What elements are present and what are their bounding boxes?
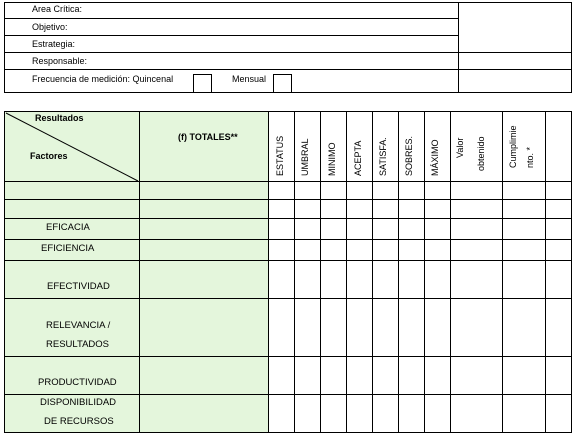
row-relevancia-line1: RELEVANCIA / [46, 320, 111, 331]
area-critica-label: Area Crítica: [32, 4, 83, 14]
col-satisfa: SATISFA. [378, 137, 388, 176]
col-estatus: ESTATUS [275, 135, 285, 176]
col-maximo: MÁXIMO [430, 139, 440, 176]
row-efectividad: EFECTIVIDAD [47, 281, 110, 292]
frecuencia-label: Frecuencia de medición: Quincenal [32, 74, 174, 84]
row-productividad: PRODUCTIVIDAD [38, 377, 117, 388]
estrategia-label: Estrategia: [32, 39, 76, 49]
objetivo-label: Objetivo: [32, 22, 68, 32]
col-valor-line2: obtenido [476, 136, 486, 171]
col-umbral: UMBRAL [300, 138, 310, 176]
col-sobres: SOBRES. [404, 135, 414, 176]
header-factores: Factores [30, 151, 68, 161]
col-minimo: MINIMO [327, 142, 337, 176]
row-eficacia: EFICACIA [46, 222, 90, 233]
row-eficiencia: EFICIENCIA [41, 243, 95, 254]
header-resultados: Resultados [35, 113, 84, 123]
row-disponibilidad-line2: DE RECURSOS [44, 416, 114, 427]
col-acepta: ACEPTA [353, 140, 363, 176]
row-relevancia-line2: RESULTADOS [46, 339, 109, 350]
responsable-label: Responsable: [32, 56, 88, 66]
col-cumplimiento-line1: Cumplimie [508, 125, 518, 168]
row-disponibilidad-line1: DISPONIBILIDAD [40, 397, 117, 408]
header-totales: (f) TOTALES** [178, 132, 238, 142]
col-valor-line1: Valor [455, 137, 465, 158]
col-cumplimiento-line2: nto. * [525, 146, 535, 168]
mensual-label: Mensual [232, 74, 267, 84]
